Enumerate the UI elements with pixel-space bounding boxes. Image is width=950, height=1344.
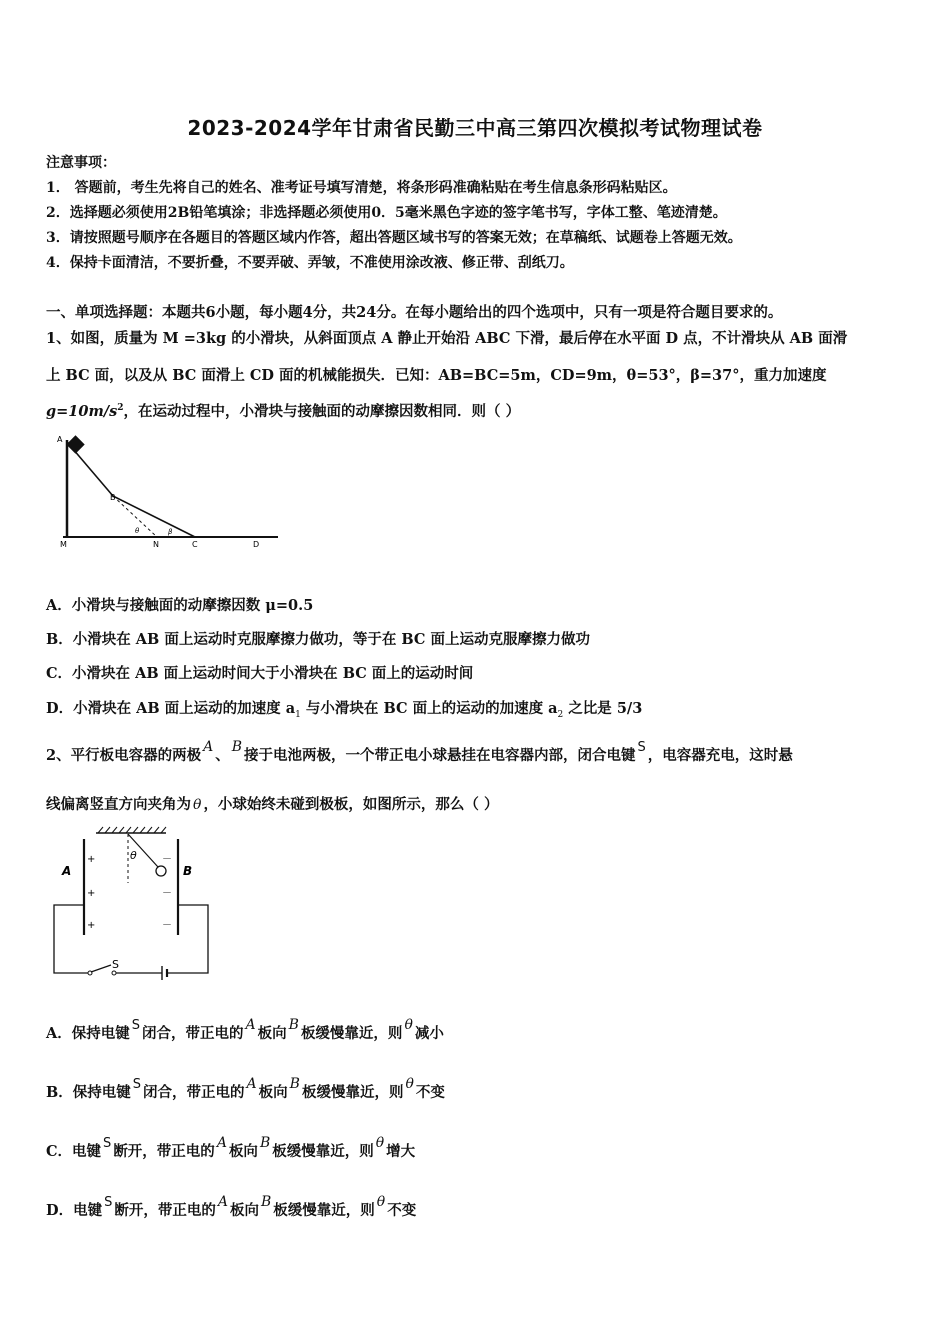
q2-symbol-a: A: [203, 739, 214, 755]
q1-option-d-text: D．小滑块在 AB 面上运动的加速度 a: [46, 700, 296, 717]
q2-symbol-s: S: [637, 740, 646, 755]
notice-heading: 注意事项：: [46, 155, 116, 171]
ceiling-hatch: [98, 827, 166, 833]
q2-stem-line1: [46, 739, 793, 765]
q1-option-b[interactable]: B．小滑块在 AB 面上运动时克服摩擦力做功，等于在 BC 面上运动克服摩擦力做功: [46, 631, 591, 648]
label-c: C: [192, 540, 198, 549]
opt-text: 增大: [386, 1143, 416, 1160]
opt-text: 减小: [414, 1025, 444, 1042]
fig2-label-s: S: [112, 958, 119, 971]
label-d: D: [253, 540, 260, 549]
page-title: 2023-2024学年甘肃省民勤三中高三第四次模拟考试物理试卷: [187, 116, 763, 140]
notice-item: 4．保持卡面清洁，不要折叠，不要弄破、弄皱，不准使用涂改液、修正带、刮纸刀。: [46, 255, 574, 271]
q1-stem-line1: 1、如图，质量为 M =3kg 的小滑块，从斜面顶点 A 静止开始沿 ABC 下滑，最后停在水平面 D 点，不计滑块从 AB 面滑: [46, 330, 848, 347]
opt-text: C．电键: [46, 1143, 102, 1160]
opt-text: 板向: [257, 1025, 287, 1042]
notice-item: 3．请按照题号顺序在各题目的答题区域内作答，超出答题区域书写的答案无效；在草稿纸、试题卷上答题无效。: [46, 230, 742, 246]
q1-option-d-sub1: 1: [295, 709, 301, 720]
opt-text: 板缓慢靠近，则: [301, 1084, 404, 1101]
q2-option-b[interactable]: [46, 1076, 445, 1102]
q2-stem-text: ，小球始终未碰到极板，如图所示，那么（ ）: [203, 796, 499, 813]
opt-text: 断开，带正电的: [113, 1143, 215, 1160]
opt-symbol-a: A: [216, 1135, 227, 1151]
opt-text: 闭合，带正电的: [142, 1025, 244, 1042]
opt-symbol-theta: θ: [375, 1135, 385, 1151]
opt-symbol-a: A: [245, 1017, 256, 1033]
q2-option-d[interactable]: [46, 1194, 417, 1220]
q2-option-c[interactable]: [46, 1135, 416, 1161]
q2-capacitor-figure: [48, 825, 216, 980]
q1-gravity-exponent: 2: [117, 403, 124, 414]
opt-text: 不变: [387, 1202, 417, 1219]
switch-lever: [91, 965, 111, 972]
opt-symbol-s: S: [131, 1018, 141, 1033]
incline-bc: [113, 496, 195, 537]
switch-terminal: [112, 971, 116, 975]
opt-text: 板缓慢靠近，则: [272, 1143, 374, 1160]
q2-symbol-b: B: [231, 739, 243, 755]
opt-symbol-b: B: [289, 1076, 300, 1092]
opt-text: 板向: [258, 1084, 288, 1101]
q2-stem-line2: [46, 793, 498, 814]
q1-incline-figure: [55, 430, 295, 550]
q2-stem-text: 接于电池两极，一个带正电小球悬挂在电容器内部，闭合电键: [244, 747, 636, 764]
plus-sign: +: [87, 920, 96, 931]
opt-symbol-theta: θ: [404, 1017, 413, 1033]
q1-gravity: g=10m/s: [46, 403, 118, 420]
q1-stem-line2: 上 BC 面，以及从 BC 面滑上 CD 面的机械能损失．已知：AB=BC=5m，CD=9m，θ=53°，β=37°，重力加速度: [46, 367, 827, 384]
notice-item: 1． 答题前，考生先将自己的姓名、准考证号填写清楚，将条形码准确粘贴在考生信息条形码粘贴区。: [46, 180, 677, 196]
label-beta: β: [168, 528, 173, 536]
q1-stem-end: ，在运动过程中，小滑块与接触面的动摩擦因数相同．则（ ）: [123, 403, 521, 420]
opt-text: B．保持电键: [46, 1084, 131, 1101]
fig2-label-b: B: [183, 864, 193, 878]
q2-stem-text: 线偏离竖直方向夹角为: [46, 796, 191, 813]
charged-ball: [156, 866, 166, 876]
opt-symbol-b: B: [259, 1135, 271, 1151]
opt-text: D．电键: [46, 1202, 103, 1219]
opt-symbol-a: A: [217, 1194, 228, 1210]
notice-item: 2．选择题必须使用2B铅笔填涂；非选择题必须使用0．5毫米黑色字迹的签字笔书写，字体工整、笔迹清楚。: [46, 205, 727, 221]
q2-symbol-theta: θ: [193, 797, 202, 813]
q1-option-d[interactable]: [46, 697, 642, 720]
opt-text: 板向: [228, 1143, 258, 1160]
opt-symbol-s: S: [104, 1195, 113, 1210]
circuit-wire-right: [167, 905, 208, 973]
opt-text: 板向: [229, 1202, 259, 1219]
q1-option-d-text-end: 之比是 5/3: [563, 700, 643, 717]
label-theta: θ: [135, 527, 140, 535]
opt-symbol-theta: θ: [405, 1076, 414, 1092]
minus-sign: －: [162, 854, 172, 865]
opt-symbol-a: A: [246, 1076, 257, 1092]
opt-symbol-b: B: [288, 1017, 299, 1033]
q2-option-a[interactable]: [46, 1017, 444, 1043]
fig2-label-a: A: [62, 864, 72, 878]
q1-option-d-sub2: 2: [557, 709, 564, 720]
slider-block: [66, 435, 84, 453]
opt-symbol-s: S: [132, 1077, 142, 1092]
label-b: B: [110, 493, 116, 502]
q1-option-c[interactable]: C．小滑块在 AB 面上运动时间大于小滑块在 BC 面上的运动时间: [46, 665, 474, 682]
q2-separator: 、: [215, 747, 230, 764]
opt-symbol-s: S: [103, 1136, 112, 1151]
fig2-theta: θ: [130, 849, 137, 862]
q1-option-a[interactable]: A．小滑块与接触面的动摩擦因数 μ=0.5: [46, 597, 314, 614]
q1-option-d-text-mid: 与小滑块在 BC 面上的运动的加速度 a: [300, 700, 558, 717]
opt-symbol-b: B: [260, 1194, 272, 1210]
opt-text: 板缓慢靠近，则: [300, 1025, 403, 1042]
label-a: A: [57, 435, 63, 444]
plus-sign: +: [87, 854, 96, 865]
opt-text: 断开，带正电的: [114, 1202, 216, 1219]
q2-stem-text: ，电容器充电，这时悬: [647, 747, 793, 764]
opt-text: 闭合，带正电的: [143, 1084, 245, 1101]
minus-sign: －: [162, 888, 172, 899]
label-m: M: [60, 540, 67, 549]
section-heading: 一、单项选择题：本题共6小题，每小题4分，共24分。在每小题给出的四个选项中，只有一项是符合题目要求的。: [46, 304, 783, 321]
q1-stem-line3: [46, 400, 520, 421]
q2-stem-text: 2、平行板电容器的两极: [46, 747, 202, 764]
opt-symbol-theta: θ: [376, 1194, 386, 1210]
label-n: N: [153, 540, 159, 549]
minus-sign: －: [162, 920, 172, 931]
opt-text: 不变: [415, 1084, 445, 1101]
plus-sign: +: [87, 888, 96, 899]
opt-text: 板缓慢靠近，则: [273, 1202, 375, 1219]
opt-text: A．保持电键: [46, 1025, 130, 1042]
